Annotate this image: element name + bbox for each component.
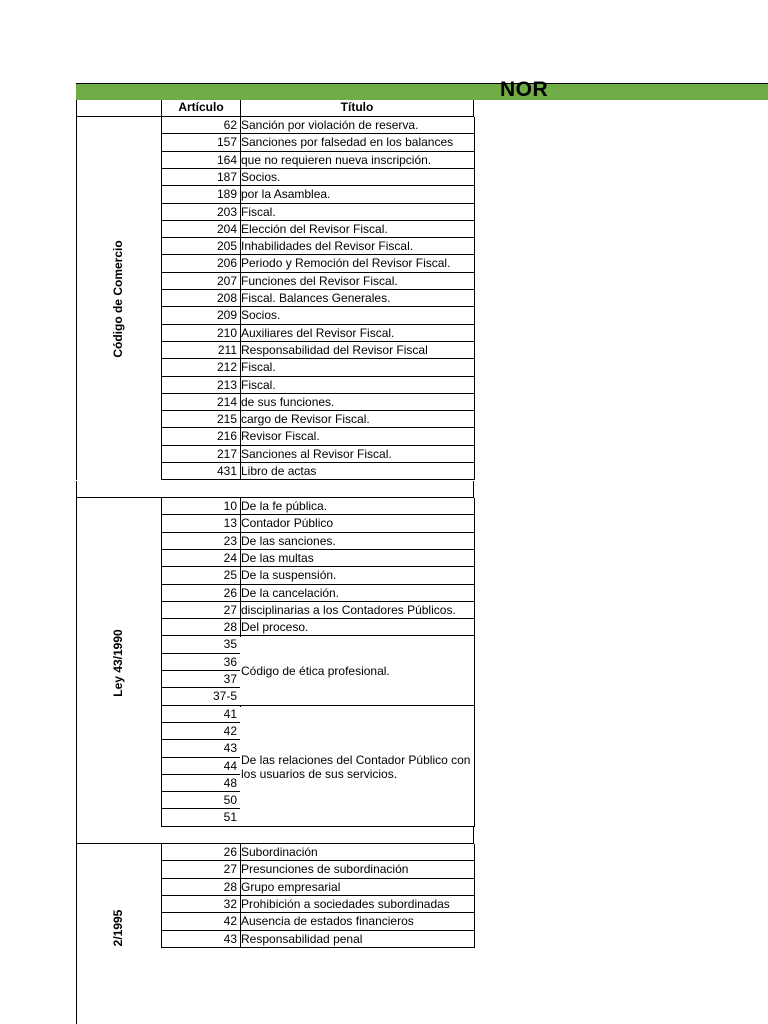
group-label-text: Código de Comercio [111, 239, 125, 358]
article-title[interactable]: que no requieren nueva inscripción. [241, 153, 432, 167]
table-row[interactable] [161, 394, 474, 411]
article-number[interactable]: 42 [223, 914, 237, 928]
article-number[interactable]: 157 [216, 135, 237, 149]
table-row[interactable] [161, 359, 474, 377]
article-number[interactable]: 214 [216, 395, 237, 409]
article-number[interactable]: 24 [223, 551, 237, 565]
article-number[interactable]: 23 [223, 534, 237, 548]
article-number[interactable]: 217 [216, 447, 237, 461]
article-title[interactable]: Prohibición a sociedades subordinadas [241, 897, 450, 911]
header-blank-cell [76, 100, 161, 117]
article-number[interactable]: 27 [223, 862, 237, 876]
table-row[interactable] [161, 879, 474, 896]
table-row[interactable] [161, 255, 474, 273]
article-number[interactable]: 28 [223, 620, 237, 634]
merged-title-cell[interactable]: De las relaciones del Contador Público con los usuarios de sus servicios. [240, 707, 474, 827]
article-number[interactable]: 431 [216, 464, 237, 478]
table-row[interactable] [161, 498, 474, 515]
column-border [474, 498, 475, 827]
column-border [474, 844, 475, 948]
article-title[interactable]: Elección del Revisor Fiscal. [241, 222, 388, 236]
table-row[interactable] [161, 221, 474, 238]
article-title[interactable]: Grupo empresarial [241, 880, 341, 894]
table-row[interactable] [161, 844, 474, 861]
article-number[interactable]: 25 [223, 568, 237, 582]
article-title[interactable]: Inhabilidades del Revisor Fiscal. [241, 239, 414, 253]
table-row[interactable] [161, 446, 474, 463]
article-number[interactable]: 43 [223, 932, 237, 946]
table-row[interactable] [161, 152, 474, 169]
article-number[interactable]: 48 [223, 776, 237, 790]
group-left-border [76, 117, 77, 480]
header-titulo[interactable]: Título [240, 100, 474, 117]
table-row[interactable] [161, 861, 474, 879]
group-left-border [76, 498, 77, 827]
article-title[interactable]: Responsabilidad penal [241, 932, 363, 946]
article-number[interactable]: 26 [223, 845, 237, 859]
article-number[interactable]: 35 [223, 637, 237, 651]
group-spacer [76, 827, 474, 844]
table-row[interactable] [161, 585, 474, 602]
article-number[interactable]: 205 [216, 239, 237, 253]
article-title[interactable]: De las sanciones. [241, 534, 336, 548]
article-title[interactable]: Ausencia de estados financieros [241, 914, 414, 928]
article-number[interactable]: 212 [216, 360, 237, 374]
article-title[interactable]: cargo de Revisor Fiscal. [241, 412, 370, 426]
table-row[interactable] [161, 307, 474, 325]
article-number[interactable]: 208 [216, 291, 237, 305]
article-title[interactable]: Funciones del Revisor Fiscal. [241, 274, 398, 288]
article-title[interactable]: Subordinación [241, 845, 318, 859]
column-border [474, 117, 475, 480]
merged-title-cell[interactable]: Código de ética profesional. [240, 637, 474, 706]
group-label-text: Ley 43/1990 [111, 628, 125, 697]
article-number[interactable]: 211 [217, 343, 237, 357]
article-number[interactable]: 44 [223, 759, 237, 773]
table-row[interactable] [161, 913, 474, 931]
article-number[interactable]: 13 [223, 516, 237, 530]
table-row[interactable] [161, 290, 474, 307]
group-spacer [76, 481, 474, 498]
article-number[interactable]: 189 [216, 187, 237, 201]
table-row[interactable] [161, 550, 474, 567]
table-row[interactable] [161, 186, 474, 204]
article-number[interactable]: 206 [216, 256, 237, 270]
article-number[interactable]: 37 [223, 672, 237, 686]
article-title[interactable]: De la cancelación. [241, 586, 340, 600]
article-title[interactable]: de sus funciones. [241, 395, 335, 409]
article-number[interactable]: 43 [223, 741, 237, 755]
article-number[interactable]: 203 [216, 205, 237, 219]
article-title[interactable]: Socios. [241, 308, 281, 322]
article-number[interactable]: 50 [223, 793, 237, 807]
table-row[interactable] [161, 342, 474, 359]
table-row[interactable] [161, 567, 474, 585]
article-title[interactable]: Contador Público [241, 516, 334, 530]
header-articulo[interactable]: Artículo [161, 100, 240, 117]
table-row[interactable] [161, 204, 474, 221]
article-number[interactable]: 37-5 [212, 689, 237, 703]
article-title[interactable]: Fiscal. [241, 360, 276, 374]
article-title[interactable]: disciplinarias a los Contadores Públicos. [241, 603, 456, 617]
table-row[interactable] [161, 896, 474, 913]
article-title[interactable]: Fiscal. [241, 378, 276, 392]
article-number[interactable]: 204 [216, 222, 237, 236]
article-title[interactable]: Sanción por violación de reserva. [241, 118, 419, 132]
article-number[interactable]: 215 [216, 412, 237, 426]
table-row[interactable] [161, 169, 474, 186]
article-number[interactable]: 27 [223, 603, 237, 617]
table-row[interactable] [161, 515, 474, 533]
article-number[interactable]: 51 [223, 810, 237, 824]
table-row[interactable] [161, 463, 474, 480]
table-row[interactable] [161, 619, 474, 636]
group-label [103, 844, 133, 1012]
banner-title: NOR [500, 78, 549, 101]
table-row[interactable] [161, 325, 474, 342]
table-row[interactable] [161, 533, 474, 550]
article-title[interactable]: De la fe pública. [241, 499, 328, 513]
article-number[interactable]: 213 [216, 378, 237, 392]
article-number[interactable]: 28 [223, 880, 237, 894]
article-number[interactable]: 210 [216, 326, 237, 340]
table-row[interactable] [161, 238, 474, 255]
article-title[interactable]: Responsabilidad del Revisor Fiscal [241, 343, 428, 357]
table-row[interactable] [161, 411, 474, 428]
article-number[interactable]: 164 [216, 153, 237, 167]
table-row[interactable] [161, 602, 474, 619]
article-title[interactable]: Revisor Fiscal. [241, 429, 320, 443]
article-title[interactable]: De la suspensión. [241, 568, 337, 582]
table-row[interactable] [161, 377, 474, 394]
article-title[interactable]: Periodo y Remoción del Revisor Fiscal. [241, 256, 451, 270]
article-number[interactable]: 62 [223, 118, 237, 132]
article-title[interactable]: Socios. [241, 170, 281, 184]
article-title[interactable]: Del proceso. [241, 620, 309, 634]
article-title[interactable]: Sanciones por falsedad en los balances [241, 135, 454, 149]
article-number[interactable]: 187 [216, 170, 237, 184]
table-row[interactable] [161, 273, 474, 290]
article-title[interactable]: Fiscal. [241, 205, 276, 219]
article-number[interactable]: 207 [216, 274, 237, 288]
article-title[interactable]: Auxiliares del Revisor Fiscal. [241, 326, 395, 340]
article-number[interactable]: 216 [216, 429, 237, 443]
table-row[interactable] [161, 117, 474, 134]
group-label [103, 117, 133, 480]
article-number[interactable]: 36 [223, 655, 237, 669]
article-title[interactable]: Presunciones de subordinación [241, 862, 409, 876]
group-label [103, 498, 133, 827]
table-row[interactable] [161, 134, 474, 152]
group-label-text: 2/1995 [111, 909, 125, 947]
group-left-border [76, 844, 77, 1024]
article-title[interactable]: por la Asamblea. [241, 187, 331, 201]
article-number[interactable]: 10 [223, 499, 237, 513]
sheet-banner [76, 78, 768, 101]
article-title[interactable]: Libro de actas [241, 464, 317, 478]
article-number[interactable]: 32 [223, 897, 237, 911]
article-title[interactable]: Sanciones al Revisor Fiscal. [241, 447, 392, 461]
table-row[interactable] [161, 428, 474, 446]
table-row[interactable] [161, 931, 474, 948]
article-title[interactable]: De las multas [241, 551, 314, 565]
article-title[interactable]: Fiscal. Balances Generales. [241, 291, 391, 305]
article-number[interactable]: 42 [223, 724, 237, 738]
article-number[interactable]: 209 [216, 308, 237, 322]
article-number[interactable]: 26 [223, 586, 237, 600]
article-number[interactable]: 41 [223, 707, 237, 721]
